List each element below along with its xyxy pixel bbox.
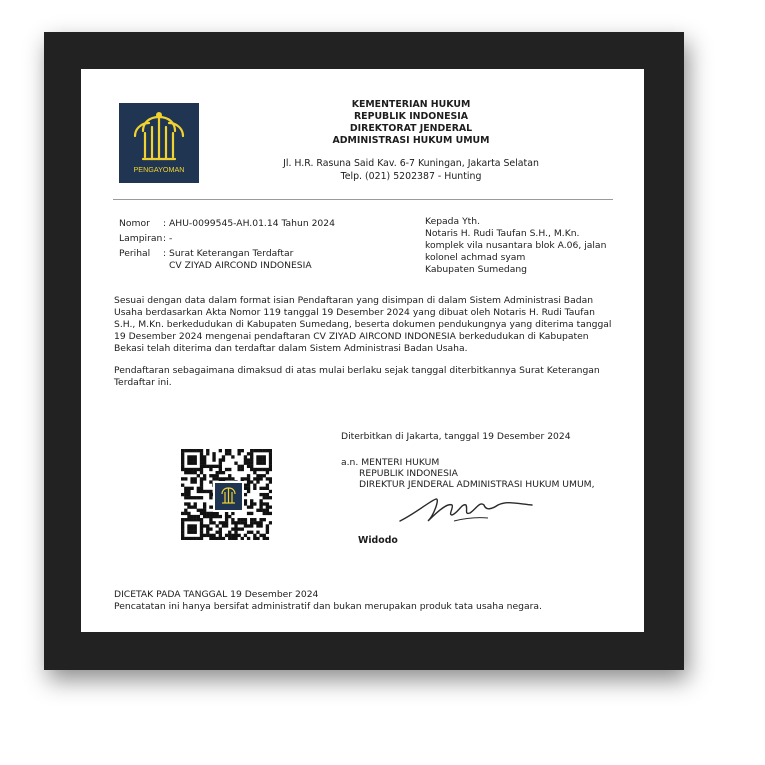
qr-center-emblem-icon bbox=[213, 481, 244, 512]
letter-meta bbox=[119, 218, 335, 275]
recipient-block bbox=[425, 216, 625, 276]
header-line-4: ADMINISTRASI HUKUM UMUM bbox=[332, 135, 490, 146]
issued-line: Diterbitkan di Jakarta, tanggal 19 Desember 2024 bbox=[341, 431, 571, 442]
signatory-line-1: a.n. MENTERI HUKUM bbox=[341, 457, 440, 468]
nomor-label: Nomor bbox=[119, 218, 150, 229]
picture-frame bbox=[44, 32, 684, 670]
perihal-label: Perihal bbox=[119, 248, 151, 259]
body-paragraph-1: Sesuai dengan data dalam format isian Pendaftaran yang disimpan di dalam Sistem Administrasi Badan Usaha berdasarkan Akta Nomor 119 tanggal 19 Desember 2024 yang dibuat oleh Notaris H. Rudi Taufan S.H., M.Kn. berkedudukan di Kabupaten Sumedang, beserta dokumen pendukungnya yang diterima tanggal 19 Desember 2024 mengenai pendaftaran CV ZIYAD AIRCOND INDONESIA berkedudukan di Kabupaten Bekasi telah diterima dan terdaftar dalam Sistem Administrasi Badan Usaha. bbox=[114, 295, 612, 354]
lampiran-value: : - bbox=[163, 233, 173, 244]
handwritten-signature bbox=[396, 491, 536, 531]
perihal-value: : Surat Keterangan Terdaftar bbox=[163, 248, 294, 259]
perihal-company: CV ZIYAD AIRCOND INDONESIA bbox=[169, 260, 312, 271]
certificate-document bbox=[81, 69, 644, 632]
ministry-address bbox=[241, 157, 581, 183]
recipient-line-4: kolonel achmad syam bbox=[425, 252, 526, 263]
header-line-1: KEMENTERIAN HUKUM bbox=[351, 99, 471, 110]
nomor-value: : AHU-0099545-AH.01.14 Tahun 2024 bbox=[163, 218, 335, 229]
address-line: Jl. H.R. Rasuna Said Kav. 6-7 Kuningan, Jakarta Selatan bbox=[283, 158, 539, 169]
ministry-header bbox=[291, 99, 531, 147]
signer-name: Widodo bbox=[358, 535, 398, 546]
lampiran-label: Lampiran bbox=[119, 233, 163, 244]
header-divider bbox=[113, 199, 613, 200]
phone-line: Telp. (021) 5202387 - Hunting bbox=[340, 171, 482, 182]
logo-caption: PENGAYOMAN bbox=[133, 165, 185, 174]
signatory-line-2: REPUBLIK INDONESIA bbox=[359, 468, 458, 479]
header-line-3: DIREKTORAT JENDERAL bbox=[349, 123, 473, 134]
recipient-line-1: Kepada Yth. bbox=[425, 216, 481, 227]
header-line-2: REPUBLIK INDONESIA bbox=[353, 111, 469, 122]
recipient-line-5: Kabupaten Sumedang bbox=[425, 264, 527, 275]
recipient-line-2: Notaris H. Rudi Taufan S.H., M.Kn. bbox=[425, 228, 580, 239]
footer-note: Pencatatan ini hanya bersifat administratif dan bukan merupakan produk tata usaha negara. bbox=[114, 601, 542, 612]
letter-body bbox=[114, 295, 614, 399]
body-paragraph-2: Pendaftaran sebagaimana dimaksud di atas mulai berlaku sejak tanggal diterbitkannya Surat Keterangan Terdaftar ini. bbox=[114, 365, 600, 388]
footer bbox=[114, 589, 542, 613]
signatory-line-3: DIREKTUR JENDERAL ADMINISTRASI HUKUM UMUM, bbox=[359, 479, 595, 490]
pengayoman-emblem-icon bbox=[119, 103, 199, 183]
qr-code-icon[interactable] bbox=[181, 449, 272, 540]
signatory-block bbox=[341, 457, 595, 490]
recipient-line-3: komplek vila nusantara blok A.06, jalan bbox=[425, 240, 607, 251]
printed-date: DICETAK PADA TANGGAL 19 Desember 2024 bbox=[114, 589, 319, 600]
